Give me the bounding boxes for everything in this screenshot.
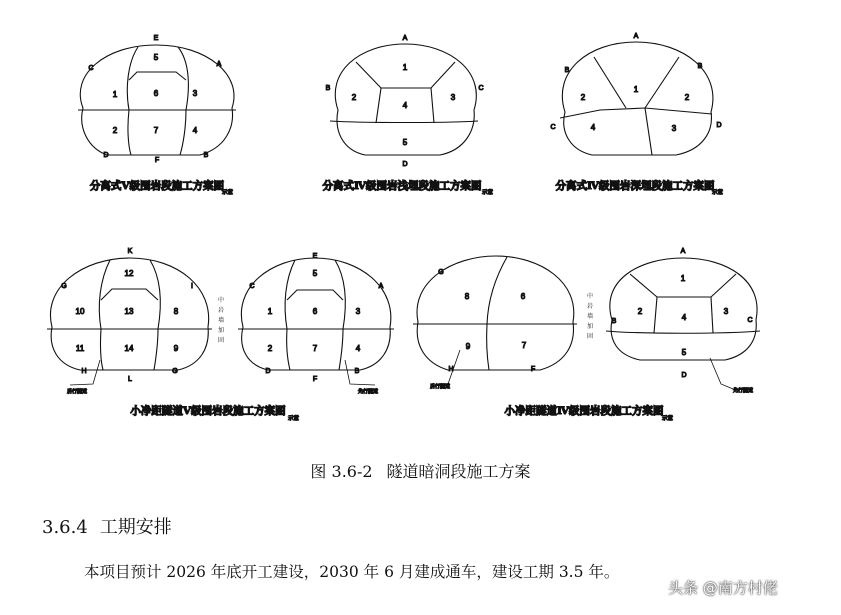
- section-number: 12: [124, 269, 134, 278]
- point-label: F: [312, 376, 318, 383]
- point-label: C: [88, 65, 94, 72]
- side-note-vertical: [587, 292, 593, 340]
- section-number: 7: [521, 341, 527, 350]
- caption-suffix: 示意: [288, 416, 300, 422]
- section-number: 9: [173, 344, 179, 353]
- point-label: F: [154, 157, 160, 164]
- caption-suffix: 示意: [482, 190, 494, 196]
- section-number: 5: [402, 138, 408, 147]
- side-note-char: 加: [586, 323, 594, 330]
- point-label: D: [103, 152, 109, 159]
- point-label: E: [312, 253, 318, 260]
- diagram-caption: 分离式Ⅳ级围岩浅埋段施工方案图: [322, 180, 482, 192]
- section-number: 10: [75, 307, 85, 316]
- section-number: 4: [681, 313, 687, 322]
- section-number: 1: [267, 307, 273, 316]
- section-number: 2: [580, 93, 586, 102]
- caption-suffix: 示意: [662, 416, 674, 422]
- side-note-char: 岩: [217, 307, 225, 314]
- side-note-char: 中: [217, 297, 225, 304]
- section-number: 1: [680, 274, 686, 283]
- section-number: 7: [312, 344, 318, 353]
- body-paragraph: 本项目预计 2026 年底开工建设，2030 年 6 月建成通车，建设工期 3.5 年。: [84, 563, 620, 581]
- section-number: 3: [355, 307, 361, 316]
- point-label: C: [747, 317, 753, 324]
- point-label: C: [478, 85, 484, 92]
- section-number: 14: [124, 344, 134, 353]
- diagram-caption: 分离式Ⅳ级围岩深埋段施工方案图: [555, 180, 715, 192]
- point-label: B: [325, 85, 331, 92]
- diagram-4-labels: [61, 248, 383, 422]
- side-note-char: 墙: [586, 313, 594, 320]
- section-number: 3.6.4: [42, 517, 88, 538]
- diagram-caption: 小净距隧道Ⅳ级围岩段施工方案图: [504, 405, 664, 417]
- diagram-1-labels: [88, 35, 233, 196]
- point-label: H: [448, 366, 454, 373]
- section-number: 2: [267, 344, 273, 353]
- point-label: D: [402, 161, 408, 168]
- section-number: 2: [637, 307, 643, 316]
- figure-caption: [0, 459, 841, 482]
- section-number: 11: [75, 344, 85, 353]
- point-label: A: [680, 248, 686, 255]
- section-number: 2: [684, 93, 690, 102]
- tunnel-tag: 先行隧道: [358, 389, 379, 395]
- section-number: 5: [153, 53, 159, 62]
- point-label: K: [127, 248, 133, 255]
- figure-title: 隧道暗洞段施工方案: [386, 462, 531, 481]
- side-note-char: 固: [586, 333, 594, 340]
- point-label: A: [402, 35, 408, 42]
- point-label: B: [564, 67, 570, 74]
- diagram-4-leaders: [70, 360, 375, 385]
- section-number: 9: [465, 342, 471, 351]
- section-number: 4: [355, 344, 361, 353]
- section-number: 6: [312, 307, 318, 316]
- section-number: 1: [402, 63, 408, 72]
- point-label: B: [611, 318, 617, 325]
- section-number: 3: [450, 93, 456, 102]
- point-label: D: [716, 122, 722, 129]
- caption-suffix: 示意: [222, 190, 234, 196]
- section-title: 工期安排: [99, 517, 172, 538]
- section-number: 3: [192, 89, 198, 98]
- point-label: C: [249, 283, 255, 290]
- section-number: 4: [192, 126, 198, 135]
- section-number: 5: [312, 269, 318, 278]
- side-note-vertical: [218, 296, 224, 344]
- point-label: I: [191, 283, 193, 290]
- caption-suffix: 示意: [712, 190, 724, 196]
- diagram-2-labels: [322, 35, 494, 196]
- side-note-char: 加: [217, 327, 225, 334]
- point-label: G: [438, 269, 444, 276]
- section-number: 1: [633, 85, 639, 94]
- point-label: A: [378, 283, 384, 290]
- section-number: 2: [112, 126, 118, 135]
- point-label: G: [172, 368, 178, 375]
- point-label: H: [81, 368, 87, 375]
- tunnel-tag: 后行隧道: [67, 389, 88, 395]
- section-number: 8: [173, 307, 179, 316]
- point-label: D: [681, 372, 687, 379]
- section-number: 1: [112, 90, 118, 99]
- diagram-caption: 分离式Ⅴ级围岩段施工方案图: [89, 180, 225, 192]
- side-note-char: 墙: [217, 317, 225, 324]
- side-note-char: 中: [586, 293, 594, 300]
- point-label: B: [354, 368, 360, 375]
- point-label: A: [633, 33, 639, 40]
- point-label: B: [697, 63, 703, 70]
- point-label: G: [61, 283, 67, 290]
- point-label: B: [203, 152, 209, 159]
- section-number: 3: [671, 124, 677, 133]
- section-number: 7: [153, 126, 159, 135]
- section-number: 6: [153, 89, 159, 98]
- section-number: 4: [590, 123, 596, 132]
- side-note-char: 固: [217, 337, 225, 344]
- section-number: 13: [124, 307, 134, 316]
- side-note-char: 岩: [586, 303, 594, 310]
- watermark: 头条 @南方村佬: [668, 579, 778, 597]
- point-label: L: [128, 376, 132, 383]
- section-number: 3: [723, 307, 729, 316]
- section-number: 5: [681, 348, 687, 357]
- point-label: A: [216, 61, 222, 68]
- section-number: 2: [351, 93, 357, 102]
- section-number: 8: [464, 292, 470, 301]
- section-number: 6: [520, 292, 526, 301]
- tunnel-tag: 先行隧道: [733, 388, 754, 394]
- point-label: E: [153, 35, 159, 42]
- point-label: D: [265, 368, 271, 375]
- point-label: C: [550, 124, 556, 131]
- point-label: F: [530, 366, 536, 373]
- figure-number: 图 3.6-2: [310, 462, 373, 481]
- tunnel-tag: 后行隧道: [430, 384, 451, 390]
- diagram-caption: 小净距隧道Ⅴ级围岩段施工方案图: [130, 405, 286, 417]
- section-number: 4: [402, 101, 408, 110]
- section-heading: [42, 513, 172, 539]
